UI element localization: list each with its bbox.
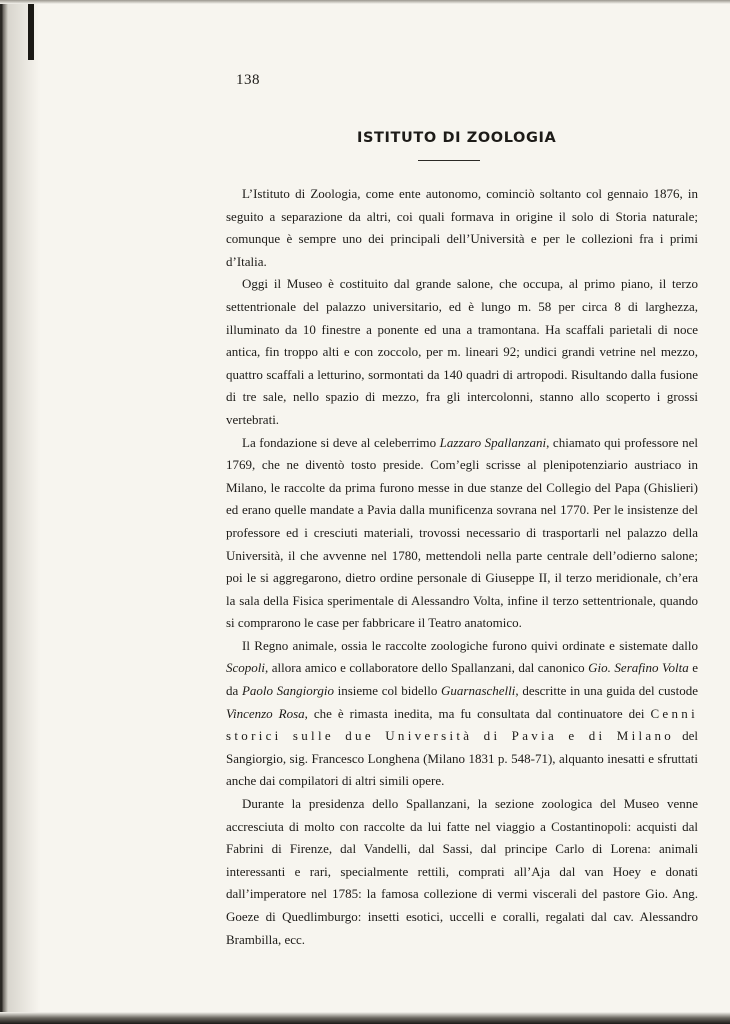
text-run: e da bbox=[226, 660, 698, 699]
title-underline bbox=[418, 160, 480, 161]
text-run: Oggi il Museo è costituito dal grande salone, che occupa, al primo piano, il terzo settentrionale del palazzo universitario, ed è lungo m. 58 per circa 8 di larghezza, illuminato da 10 finestre a ponente ed una a tramontana. Ha scaffali parietali di noce antica, fin troppo alti e con zoccolo, per m. lineari 92; undici grandi vetrine nel mezzo, quattro scaffali a letturino, sormontati da 140 quadri di artropodi. Risultando dalla fusione di tre sale, nello spazio di mezzo, fra gli intercolonni, stanno allo scoperto i grossi vertebrati. bbox=[226, 276, 698, 427]
italic-name: Vincenzo Rosa bbox=[226, 705, 305, 721]
body-text bbox=[226, 183, 698, 951]
text-run: , chiamato qui professore nel 1769, che ne diventò tosto preside. Com’egli scrisse al plenipotenziario austriaco in Milano, le raccolte da prima furono messe in due stanze del Collegio del Papa (Ghislieri) ed erano quelle mandate a Pavia dalla munificenza sovrana nel 1770. Per le insistenze del professore ed i cresciuti materiali, trovossi necessario di trasportarli nel palazzo della Università, il che avvenne nel 1780, mettendoli nella parte centrale dell’odierno salone; poi le si aggregarono, dietro ordine personale di Giuseppe II, il terzo meridionale, ch’era la sala della Fisica sperimentale di Alessandro Volta, infine il terzo settentrionale, quando si comprarono le case per fabbricare il Teatro anatomico. bbox=[226, 434, 698, 631]
paragraph bbox=[226, 793, 698, 951]
text-run: Il Regno animale, ossia le raccolte zoologiche furono quivi ordinate e sistemate dallo bbox=[242, 637, 698, 653]
paragraph bbox=[226, 635, 698, 793]
page-title: ISTITUTO DI ZOOLOGIA bbox=[357, 130, 557, 146]
text-run: insieme col bidello bbox=[333, 683, 442, 699]
scan-edge-left bbox=[0, 0, 40, 1024]
italic-name: Paolo Sangiorgio bbox=[241, 683, 334, 699]
italic-name: Scopoli bbox=[226, 660, 265, 676]
italic-name: Gio. Serafino Volta bbox=[588, 660, 689, 676]
paragraph bbox=[226, 432, 698, 635]
text-run: , allora amico e collaboratore dello Spallanzani, dal canonico bbox=[265, 660, 589, 676]
text-run: Durante la presidenza dello Spallanzani, la sezione zoologica del Museo venne accresciuta di molto con raccolte da lui fatte nel viaggio a Costantinopoli: acquisti dal Fabrini di Firenze, dal Vandelli, dal Sassi, dal principe Carlo di Lorena: animali interessanti e rari, specialmente rettili, comprati all’Aja dal van Hoey e donati dall’imperatore nel 1785: la famosa collezione di vermi viscerali del pastore Gio. Ang. Goeze di Quedlimburgo: insetti esotici, uccelli e coralli, regalati dal cav. Alessandro Brambilla, ecc. bbox=[226, 796, 698, 947]
spaced-title: Cenni storici sulle due Università di Pavia e di Milano bbox=[226, 705, 699, 744]
text-run: del Sangiorgio, sig. Francesco Longhena (Milano 1831 p. 548-71), alquanto inesatti e sfruttati anche dai compilatori di altri simili opere. bbox=[226, 728, 698, 789]
paragraph bbox=[226, 273, 698, 431]
italic-name: Guarnaschelli bbox=[441, 683, 516, 699]
text-run: La fondazione si deve al celeberrimo bbox=[242, 434, 440, 450]
scan-edge-top bbox=[0, 0, 730, 4]
paragraph bbox=[226, 183, 698, 273]
italic-name: Lazzaro Spallanzani bbox=[439, 434, 547, 450]
scan-mark bbox=[28, 0, 34, 60]
text-run: L’Istituto di Zoologia, come ente autonomo, cominciò soltanto col gennaio 1876, in seguito a separazione da altri, coi quali formava in origine il solo di Storia naturale; comunque è sempre uno dei principali dell’Università e per le collezioni fra i primi d’Italia. bbox=[226, 186, 698, 269]
text-run: , descritte in una guida del custode bbox=[515, 683, 698, 699]
page-number: 138 bbox=[236, 72, 260, 88]
scan-edge-bottom bbox=[0, 1012, 730, 1024]
text-run: , che è rimasta inedita, ma fu consultata dal continuatore dei bbox=[304, 705, 651, 721]
